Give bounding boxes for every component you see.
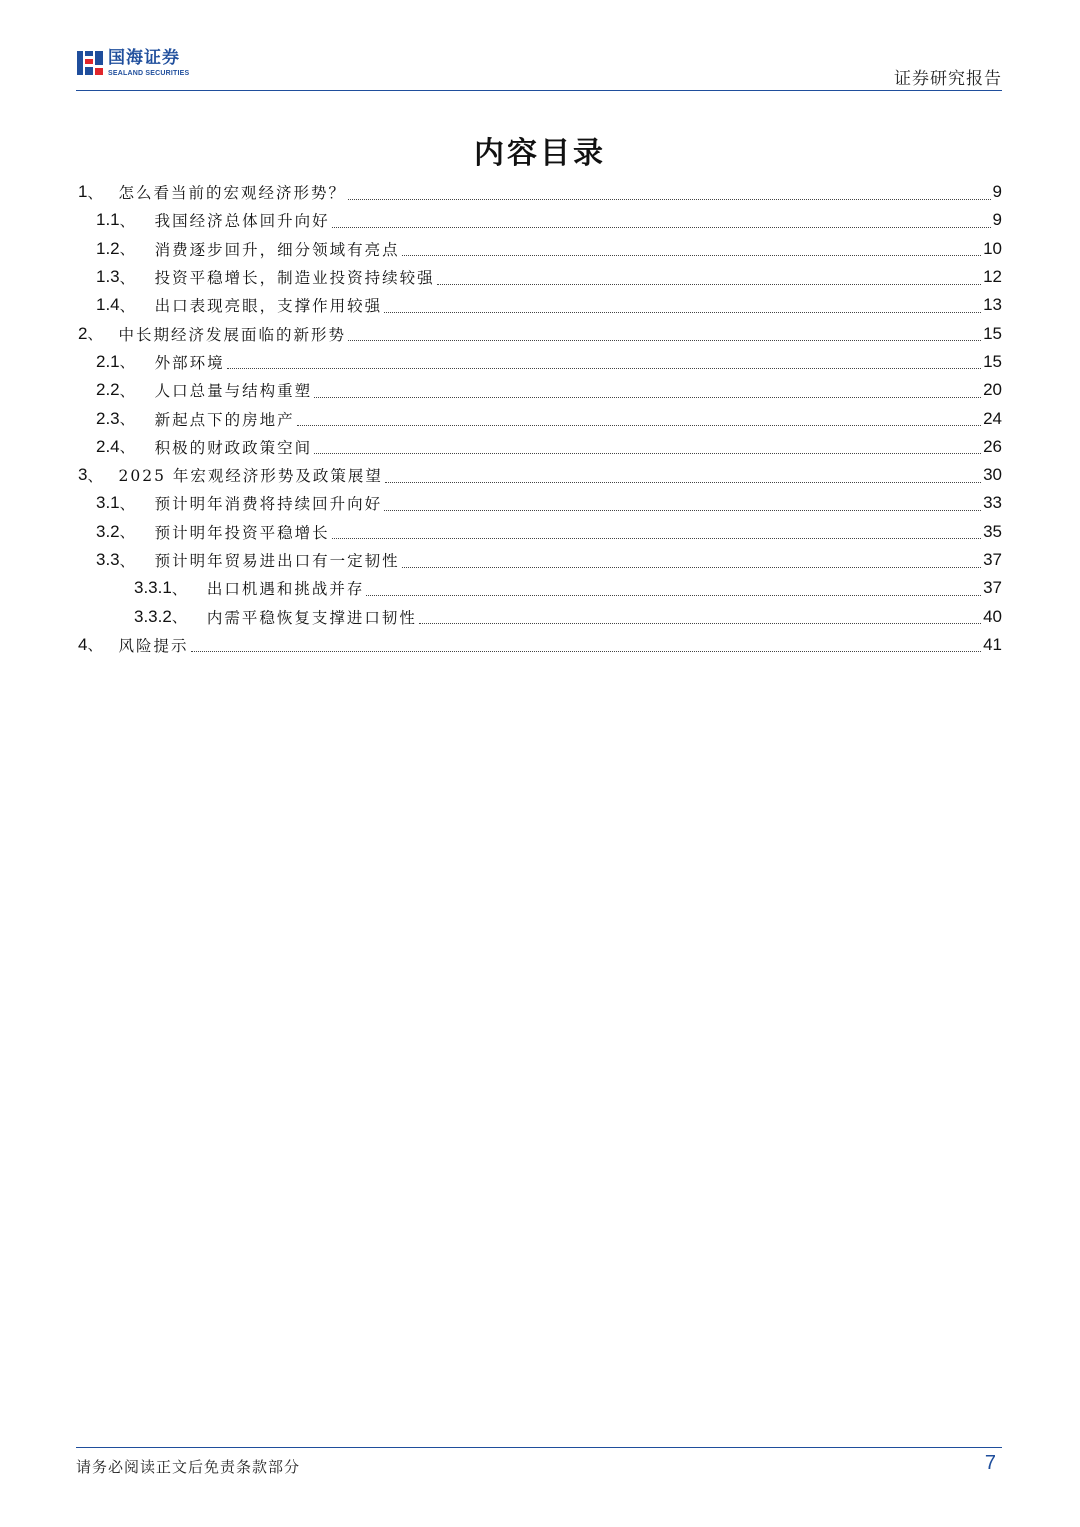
toc-entry-leader-dots — [297, 425, 981, 426]
toc-entry-title: 预计明年消费将持续回升向好 — [154, 495, 383, 514]
toc-entry-leader-dots — [314, 453, 981, 454]
toc-entry-number: 1.4 — [96, 295, 120, 315]
toc-entry-separator: 、 — [87, 183, 103, 202]
toc-entry-leader-dots — [348, 199, 991, 200]
toc-entry-page: 10 — [983, 238, 1002, 258]
toc-entry-page: 37 — [983, 578, 1002, 598]
logo-english-name: SEALAND SECURITIES — [108, 69, 190, 77]
toc-entry-title: 中长期经济发展面临的新形势 — [118, 325, 346, 344]
toc-entry-number: 3 — [78, 465, 88, 485]
toc-entry[interactable] — [78, 461, 1002, 489]
toc-entry-number: 3.3.1 — [134, 578, 172, 598]
toc-entry-title: 外部环境 — [154, 353, 225, 372]
toc-entry[interactable] — [78, 433, 1002, 461]
toc-entry[interactable] — [78, 631, 1002, 659]
toc-entry-page: 9 — [992, 210, 1002, 230]
toc-entry-page: 12 — [983, 267, 1002, 287]
toc-entry-page: 37 — [983, 550, 1002, 569]
toc-entry-leader-dots — [437, 284, 981, 285]
page-header — [76, 40, 1002, 91]
toc-entry-separator: 、 — [119, 523, 135, 542]
toc-entry-page: 24 — [983, 408, 1002, 428]
toc-entry-number: 2 — [78, 323, 88, 343]
toc-entry-title: 我国经济总体回升向好 — [154, 212, 330, 231]
toc-entry-leader-dots — [385, 482, 981, 483]
toc-entry-page: 15 — [983, 351, 1002, 371]
toc-entry-page: 40 — [983, 606, 1002, 626]
toc-entry-page: 20 — [983, 380, 1002, 400]
toc-entry[interactable] — [78, 263, 1002, 291]
table-of-contents — [78, 178, 1002, 659]
toc-entry-title: 风险提示 — [118, 636, 189, 655]
toc-entry-number: 2.2 — [96, 380, 120, 400]
toc-entry-number: 1 — [78, 182, 88, 202]
report-type-label: 证券研究报告 — [894, 69, 1002, 89]
page-footer — [76, 1447, 1002, 1488]
toc-entry-number: 2.1 — [96, 351, 120, 371]
toc-entry-page: 33 — [983, 493, 1002, 513]
toc-entry-title: 预计明年投资平稳增长 — [154, 523, 330, 542]
toc-entry-separator: 、 — [87, 325, 103, 344]
page-number: 7 — [984, 1452, 996, 1474]
toc-entry[interactable] — [78, 489, 1002, 517]
toc-entry-number: 4 — [78, 634, 88, 654]
toc-entry-separator: 、 — [171, 579, 187, 598]
toc-entry-number: 3.3 — [96, 550, 120, 569]
toc-entry-title: 消费逐步回升，细分领域有亮点 — [154, 240, 400, 259]
toc-entry-separator: 、 — [119, 268, 135, 287]
toc-entry-title: 怎么看当前的宏观经济形势？ — [118, 184, 346, 203]
company-logo — [76, 46, 189, 80]
toc-entry-separator: 、 — [119, 438, 135, 457]
toc-entry[interactable] — [78, 546, 1002, 574]
toc-entry[interactable] — [78, 348, 1002, 376]
toc-entry-leader-dots — [227, 368, 981, 369]
toc-title: 内容目录 — [474, 136, 606, 171]
toc-entry-separator: 、 — [171, 608, 187, 627]
toc-entry-number: 3.3.2 — [134, 606, 172, 626]
toc-entry-number: 3.2 — [96, 521, 120, 541]
logo-text — [108, 47, 190, 77]
toc-entry-leader-dots — [332, 538, 981, 539]
toc-entry-leader-dots — [402, 255, 981, 256]
toc-entry-page: 9 — [992, 182, 1002, 202]
toc-entry-title: 2025 年宏观经济形势及政策展望 — [118, 467, 383, 486]
toc-entry-page: 35 — [983, 521, 1002, 541]
toc-entry-title: 出口表现亮眼，支撑作用较强 — [154, 297, 383, 316]
toc-entry-number: 2.4 — [96, 436, 120, 456]
toc-entry-separator: 、 — [119, 240, 135, 259]
toc-entry-leader-dots — [191, 651, 982, 652]
toc-entry-title: 新起点下的房地产 — [154, 410, 295, 429]
toc-entry[interactable] — [78, 319, 1002, 347]
toc-entry-separator: 、 — [87, 466, 103, 485]
toc-entry-separator: 、 — [119, 381, 135, 400]
toc-entry-title: 预计明年贸易进出口有一定韧性 — [154, 552, 400, 570]
toc-entry-title: 积极的财政政策空间 — [154, 438, 313, 457]
disclaimer-note: 请务必阅读正文后免责条款部分 — [76, 1458, 301, 1476]
toc-entry-number: 3.1 — [96, 493, 120, 513]
toc-entry-leader-dots — [366, 595, 981, 596]
toc-entry-page: 15 — [983, 323, 1002, 343]
toc-entry-number: 1.3 — [96, 267, 120, 287]
toc-entry-separator: 、 — [119, 494, 135, 513]
toc-entry[interactable] — [78, 574, 1002, 602]
toc-entry[interactable] — [78, 291, 1002, 319]
toc-entry-separator: 、 — [119, 410, 135, 429]
toc-entry-leader-dots — [384, 510, 981, 511]
toc-entry-title: 人口总量与结构重塑 — [154, 382, 313, 401]
toc-entry-leader-dots — [332, 227, 991, 228]
toc-entry-leader-dots — [419, 623, 981, 624]
logo-chinese-name: 国海证券 — [108, 47, 180, 68]
toc-entry[interactable] — [78, 206, 1002, 234]
toc-entry-page: 30 — [983, 465, 1002, 485]
toc-entry-leader-dots — [314, 397, 981, 398]
toc-entry-leader-dots — [384, 312, 981, 313]
toc-entry-number: 1.2 — [96, 238, 120, 258]
toc-entry[interactable] — [78, 404, 1002, 432]
toc-entry-page: 13 — [983, 295, 1002, 315]
toc-entry-leader-dots — [348, 340, 981, 341]
toc-entry[interactable] — [78, 178, 1002, 206]
sealand-logo-icon — [76, 49, 104, 77]
toc-entry[interactable] — [78, 602, 1002, 630]
toc-entry-separator: 、 — [119, 211, 135, 230]
toc-entry-page: 26 — [983, 436, 1002, 456]
toc-entry-title: 内需平稳恢复支撑进口韧性 — [206, 608, 417, 627]
toc-entry-title: 出口机遇和挑战并存 — [206, 580, 365, 599]
toc-entry-title: 投资平稳增长，制造业投资持续较强 — [154, 269, 435, 288]
toc-entry-leader-dots — [402, 567, 981, 568]
toc-entry-page: 41 — [983, 634, 1002, 654]
toc-entry-separator: 、 — [87, 636, 103, 655]
toc-entry-separator: 、 — [119, 551, 135, 570]
toc-entry-separator: 、 — [119, 296, 135, 315]
toc-entry[interactable] — [78, 376, 1002, 404]
toc-entry[interactable] — [78, 518, 1002, 546]
toc-entry-number: 1.1 — [96, 210, 120, 230]
toc-entry-separator: 、 — [119, 353, 135, 372]
toc-entry-number: 2.3 — [96, 408, 120, 428]
toc-entry[interactable] — [78, 235, 1002, 263]
